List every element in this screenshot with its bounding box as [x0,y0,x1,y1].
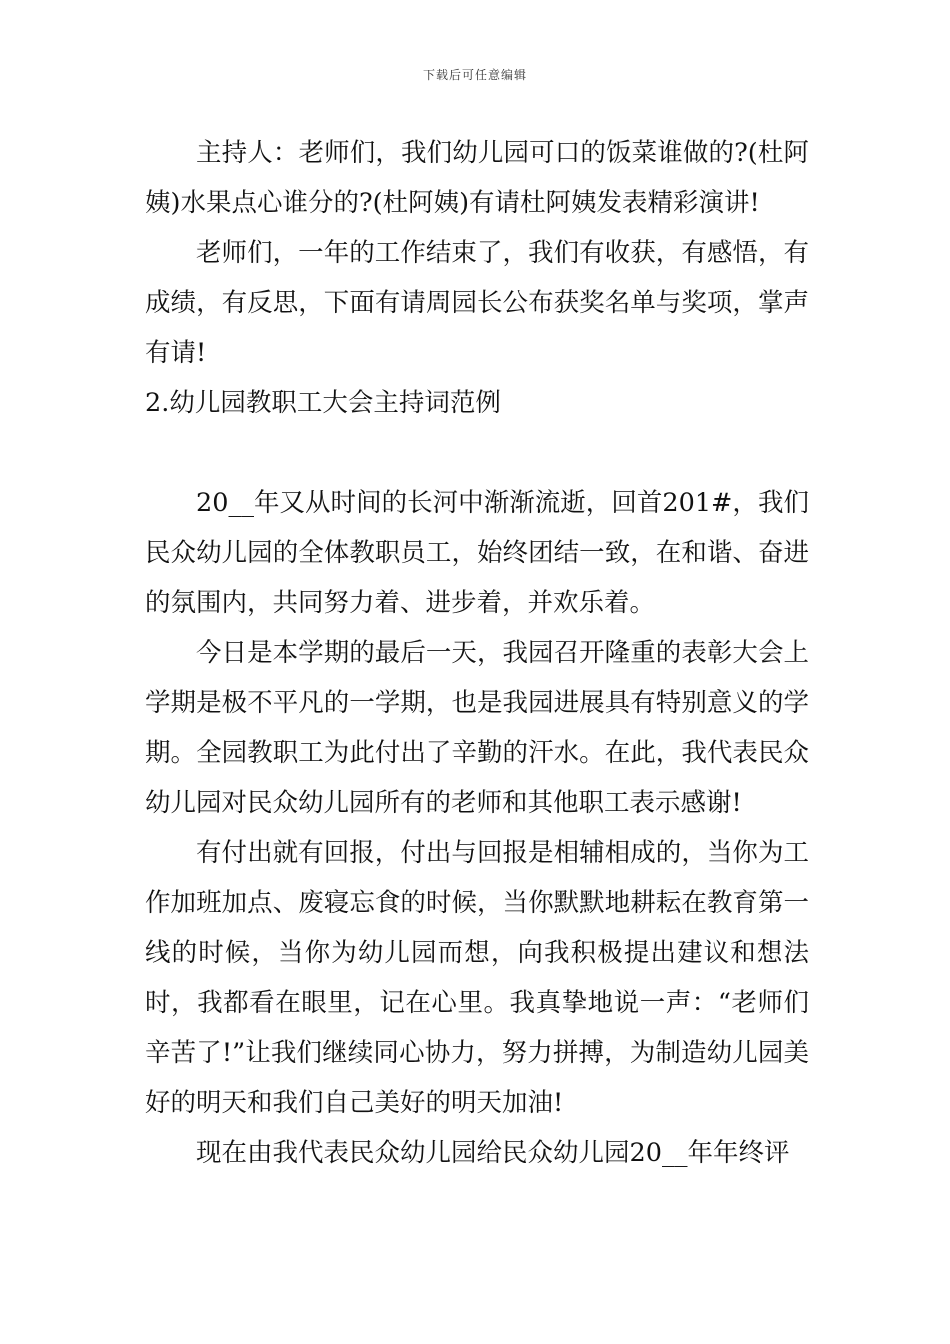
paragraph-semester: 今日是本学期的最后一天，我园召开隆重的表彰大会上学期是极不平凡的一学期，也是我园进展具有特别意义的学期。全园教职工为此付出了辛勤的汗水。在此，我代表民众幼儿园对民众幼儿园所有的老师和其他职工表示感谢! [145,638,809,818]
paragraph-review: 20__年又从时间的长河中渐渐流逝，回首201#，我们民众幼儿园的全体教职员工，始终团结一致，在和谐、奋进的氛围内，共同努力着、进步着，并欢乐着。 [145,488,809,618]
document-body [145,128,809,1178]
header-note: 下载后可任意编辑 [422,68,527,82]
paragraph-thanks: 有付出就有回报，付出与回报是相辅相成的，当你为工作加班加点、废寝忘食的时候，当你默默地耕耘在教育第一线的时候，当你为幼儿园而想，向我积极提出建议和想法时，我都看在眼里，记在心里。我真挚地说一声：“老师们辛苦了!”让我们继续同心协力，努力拼搏，为制造幼儿园美好的明天和我们自己美好的明天加油! [145,838,809,1118]
paragraph-host-intro: 主持人：老师们，我们幼儿园可口的饭菜谁做的?(杜阿姨)水果点心谁分的?(杜阿姨)有请杜阿姨发表精彩演讲! [145,138,809,218]
paragraph-award-intro: 现在由我代表民众幼儿园给民众幼儿园20__年年终评 [196,1138,790,1168]
blank-line [145,428,809,478]
paragraph-year-end: 老师们，一年的工作结束了，我们有收获，有感悟，有成绩，有反思，下面有请周园长公布获奖名单与奖项，掌声有请! [145,238,809,368]
section-heading: 2.幼儿园教职工大会主持词范例 [145,388,501,418]
